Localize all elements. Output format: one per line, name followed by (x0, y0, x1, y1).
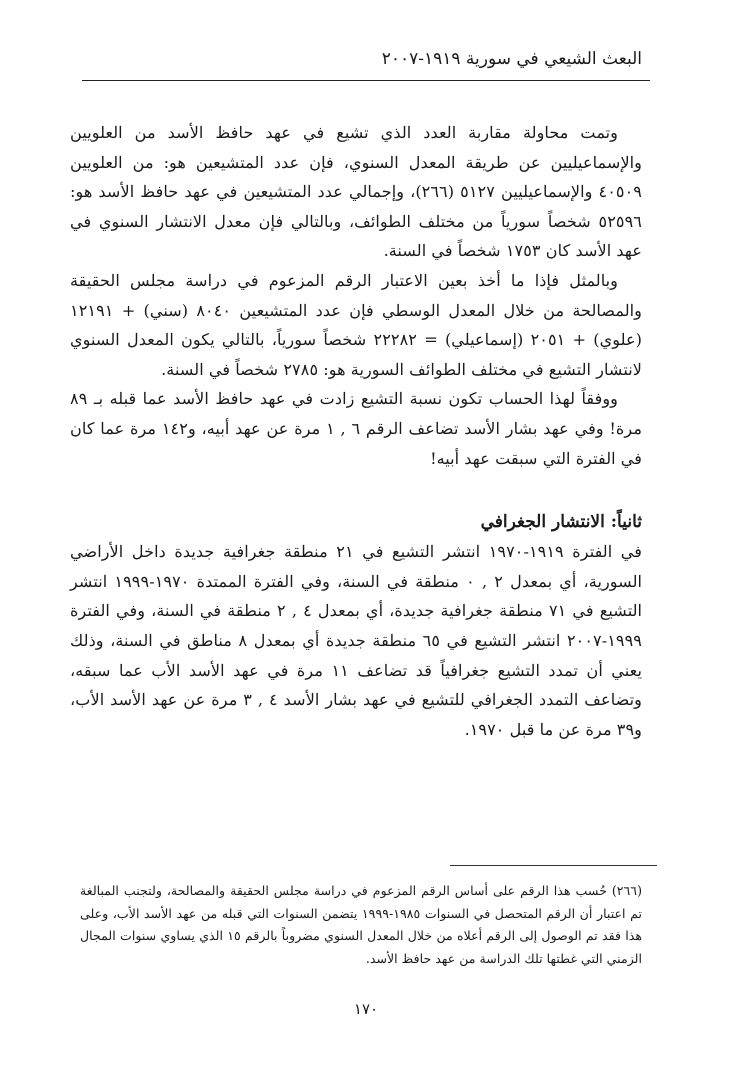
paragraph-3: ووفقاً لهذا الحساب تكون نسبة التشيع زادت في عهد حافظ الأسد عما قبله بـ ٨٩ مرة! وفي عهد بشار الأسد تضاعف الرقم ٦ , ١ مرة عن عهد أبيه، و١٤٢ مرة عما كان في الفترة التي سبقت عهد أبيه! (70, 389, 642, 468)
section-paragraph: في الفترة ١٩١٩-١٩٧٠ انتشر التشيع في ٢١ منطقة جغرافية جديدة داخل الأراضي السورية، أي بمعدل ٢ , ٠ منطقة في السنة، وفي الفترة الممتدة ١٩٧٠-١٩٩٩ انتشر التشيع في ٧١ منطقة جغرافية جديدة، أي بمعدل ٤ , ٢ منطقة في السنة، وفي الفترة ١٩٩٩-٢٠٠٧ انتشر التشيع في ٦٥ منطقة جديدة أي بمعدل ٨ مناطق في السنة، وذلك يعني أن تمدد التشيع جغرافياً قد تضاعف ١١ مرة في عهد الأسد الأب عما سبقه، وتضاعف التمدد الجغرافي للتشيع في عهد بشار الأسد ٤ , ٣ مرة عن عهد الأسد الأب، و٣٩ مرة عن ما قبل ١٩٧٠. (70, 542, 643, 739)
header-rule (82, 80, 650, 81)
paragraph-1: وتمت محاولة مقاربة العدد الذي تشيع في عهد حافظ الأسد من العلويين والإسماعيليين عن طريقة المعدل السنوي، فإن عدد المتشيعين هو: من العلويين ٤٠٥٠٩ والإسماعيليين ٥١٢٧ (٢٦٦)، وإجمالي عدد المتشيعين في عهد حافظ الأسد هو: ٥٢٥٩٦ شخصاً سورياً من مختلف الطوائف، وبالتالي فإن معدل الانتشار السنوي في عهد الأسد كان ١٧٥٣ شخصاً في السنة. (70, 123, 643, 261)
footnote-266: (٢٦٦) حُسب هذا الرقم على أساس الرقم المزعوم في دراسة مجلس الحقيقة والمصالحة، ولتجنب المبالغة تم اعتبار أن الرقم المتحصل في السنوات ١٩٨٥-١٩٩٩ يتضمن السنوات التي قبله من عهد الأسد الأب، وعلى هذا فقد تم الوصول إلى الرقم أعلاه من خلال المعدل السنوي مضروباً بالرقم ١٥ الذي يساوي سنوات المجال الزمني التي غطتها تلك الدراسة من عهد حافظ الأسد. (80, 883, 642, 966)
page-number: ١٧٠ (353, 1000, 379, 1018)
paragraph-2: وبالمثل فإذا ما أخذ بعين الاعتبار الرقم المزعوم في دراسة مجلس الحقيقة والمصالحة من خلال المعدل الوسطي فإن عدد المتشيعين ٨٠٤٠ (سني) + ١٢١٩١ (علوي) + ٢٠٥١ (إسماعيلي) = ٢٢٢٨٢ شخصاً سورياً، بالتالي يكون المعدل السنوي لانتشار التشيع في مختلف الطوائف السورية هو: ٢٧٨٥ شخصاً في السنة. (70, 270, 643, 379)
main-text (70, 118, 642, 744)
footnote-rule (450, 865, 657, 866)
running-header: البعث الشيعي في سورية ١٩١٩-٢٠٠٧ (381, 49, 642, 69)
footnotes (80, 880, 642, 970)
section-heading: ثانياً: الانتشار الجغرافي (480, 512, 642, 533)
